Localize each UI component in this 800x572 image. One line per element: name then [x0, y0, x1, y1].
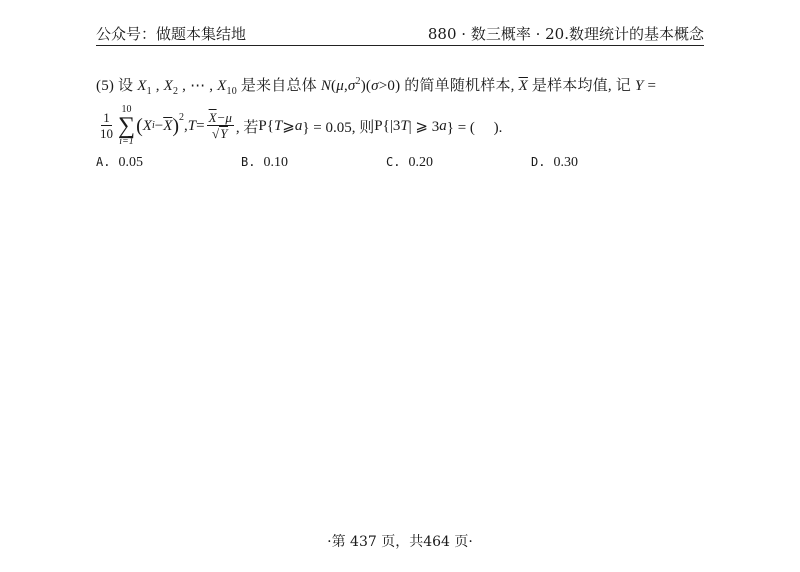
sum-upper: 10 — [121, 104, 132, 115]
option-b[interactable] — [241, 155, 288, 171]
header-right: 880 · 数三概率 · 20.数理统计的基本概念 — [427, 24, 704, 43]
var-y: Y — [634, 78, 644, 94]
frac-numerator — [207, 110, 234, 126]
x-bar: $\overline{X}$ — [208, 110, 217, 125]
summation — [118, 105, 135, 147]
sub-10: 10 — [226, 86, 237, 97]
sqrt — [212, 126, 228, 142]
frac-numerator: 1 — [103, 110, 110, 125]
var-xi: X — [142, 117, 152, 134]
question-text: 设 — [114, 78, 138, 94]
question-line-2: $\frac{1}{10}$ 10 ∑ i=1 ( X i − $\overline{X}$ ) $^2$ , T = $\overline{X}-\mu$ √ Y , 若 P{ T ⩾ a } = 0.05, 则 P{|3 T | ⩾ 3 a } = ( ). — [100, 104, 503, 147]
paren: )( — [360, 78, 372, 94]
fraction-t — [207, 110, 234, 142]
minus-mu: −μ — [216, 110, 232, 125]
prob: P{|3 — [374, 117, 401, 134]
sub-1: 1 — [146, 86, 152, 97]
var-x1: X — [137, 78, 147, 94]
geq: | ⩾ 3 — [408, 118, 440, 135]
minus: − — [154, 117, 164, 134]
sub-2: 2 — [173, 86, 179, 97]
var-t: T — [400, 117, 409, 134]
option-value: 0.05 — [118, 155, 143, 170]
sum-lower: i=1 — [119, 136, 134, 147]
option-letter: C. — [386, 155, 401, 169]
x-bar: $\overline{X}$ — [163, 117, 173, 134]
option-letter: D. — [531, 155, 546, 169]
option-d[interactable] — [531, 155, 578, 171]
header-left: 公众号：做题本集结地 — [96, 24, 247, 43]
paren-open: ( — [136, 114, 143, 137]
var-t: T — [273, 117, 283, 134]
option-letter: B. — [241, 155, 256, 169]
frac-denominator: 10 — [100, 126, 113, 141]
x-bar: $\overline{X}$ — [518, 78, 528, 94]
question-text: 的简单随机样本, — [400, 78, 519, 94]
comma: , — [343, 78, 348, 94]
prob: P{ — [258, 117, 274, 134]
equals: = — [643, 78, 657, 94]
sigma: σ — [371, 78, 379, 94]
paren: ( — [331, 78, 337, 94]
paren-close: ) — [172, 114, 180, 137]
var-a: a — [294, 117, 303, 134]
question-text: , 若 — [235, 119, 259, 136]
header-rule — [96, 45, 704, 46]
comma: , — [184, 117, 188, 134]
var-t: T — [187, 117, 197, 134]
fraction-one-tenth — [98, 110, 115, 142]
question-line-1 — [96, 74, 708, 95]
var-y: Y — [220, 126, 228, 141]
separator: , — [151, 78, 164, 94]
var-x10: X — [217, 78, 227, 94]
option-value: 0.20 — [408, 155, 433, 170]
condition: >0) — [378, 78, 401, 94]
question-text: } = 0.05, 则 — [302, 119, 375, 136]
option-c[interactable] — [386, 155, 433, 171]
page-header — [96, 22, 704, 44]
answer-blank: } = ( ). — [446, 119, 503, 136]
mu: μ — [336, 78, 344, 94]
option-value: 0.30 — [553, 155, 578, 170]
question-text: 是来自总体 — [236, 78, 321, 94]
sigma: σ — [347, 78, 356, 94]
page-footer: ·第 437 页，共464 页· — [327, 534, 473, 550]
option-a[interactable] — [96, 155, 143, 171]
answer-options — [96, 155, 708, 175]
frac-denominator — [210, 126, 230, 142]
option-value: 0.10 — [263, 155, 288, 170]
var-a: a — [439, 117, 447, 134]
sum-symbol: ∑ — [118, 113, 136, 139]
question-number: (5) — [96, 78, 115, 94]
radical-sign: √ — [212, 126, 220, 141]
question-text: 是样本均值, 记 — [527, 78, 635, 94]
separator: , ⋯ , — [178, 78, 218, 94]
var-x2: X — [163, 78, 174, 94]
sup-2: 2 — [355, 76, 361, 87]
equals: = — [196, 117, 205, 134]
geq: ⩾ — [282, 118, 295, 135]
dist-n: N — [320, 78, 332, 94]
option-letter: A. — [96, 155, 111, 169]
